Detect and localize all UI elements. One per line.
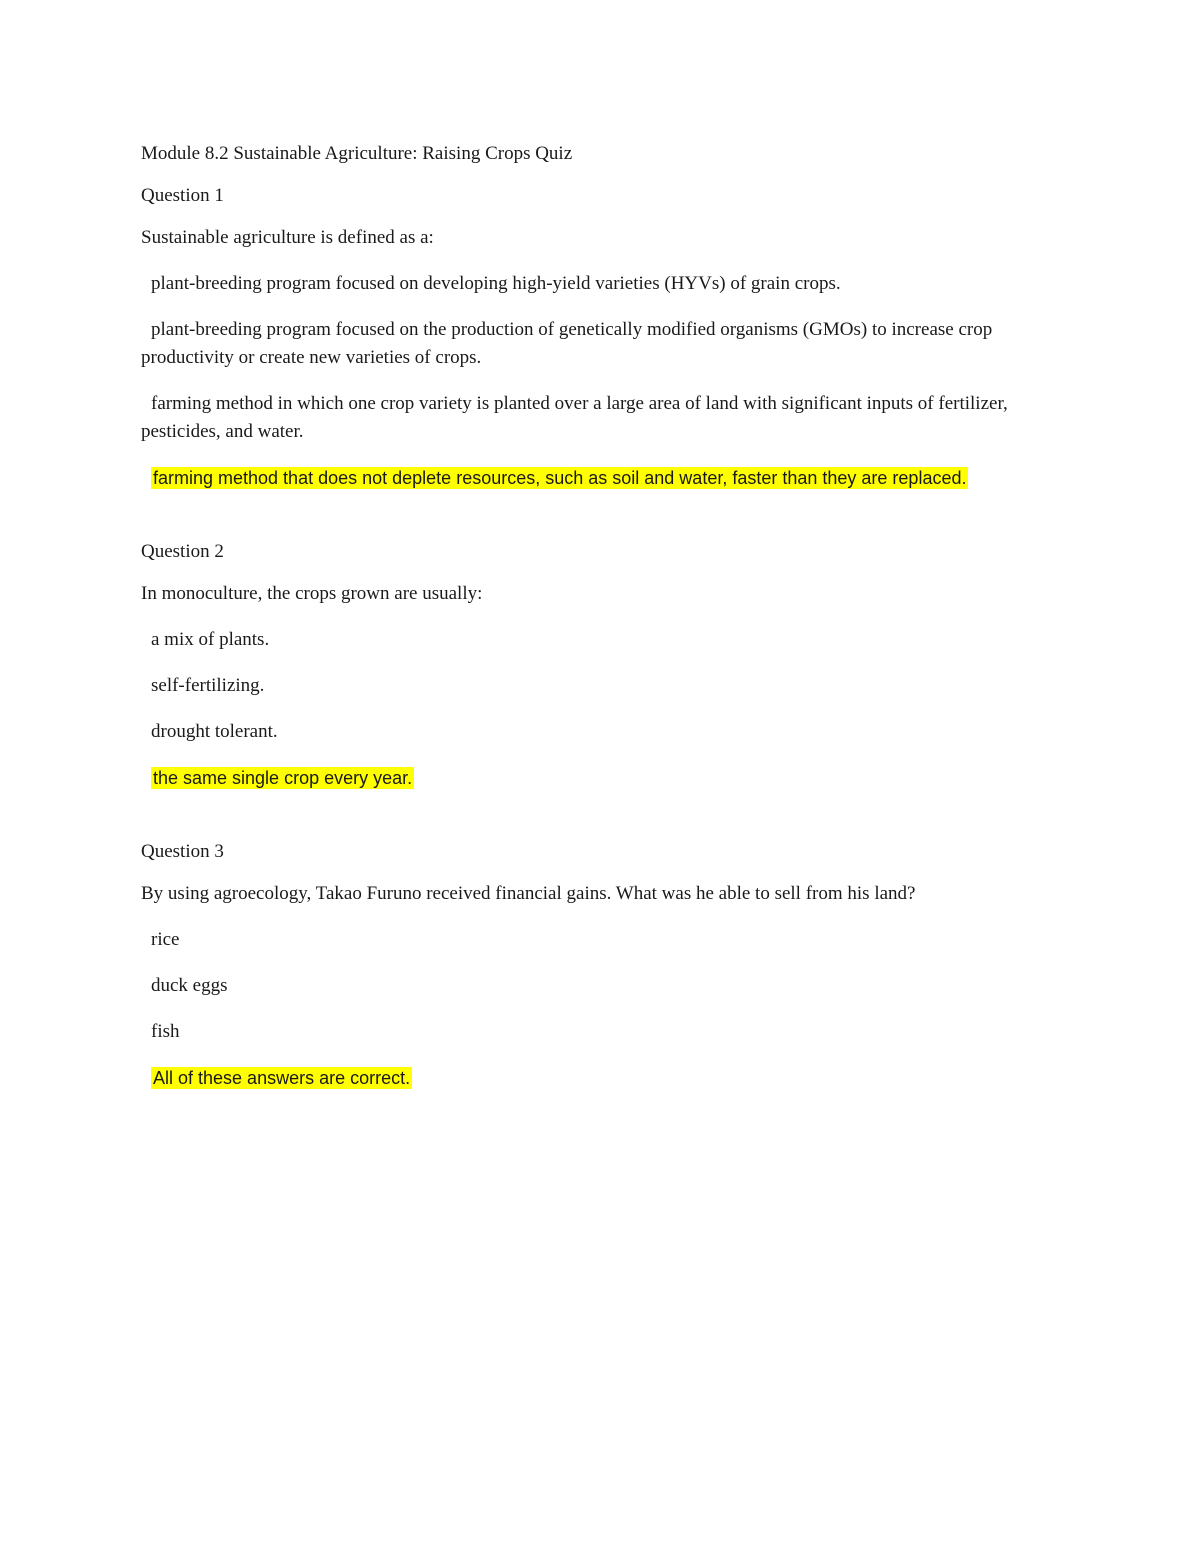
highlight-mark: All of these answers are correct.: [153, 1068, 411, 1088]
answer-option-highlighted: [141, 464, 1061, 492]
question-2: [141, 538, 1061, 792]
question-prompt: In monoculture, the crops grown are usually:: [141, 583, 483, 604]
answer-option: duck eggs: [151, 975, 228, 996]
document-page: [141, 140, 1061, 1138]
question-heading: Question 1: [141, 185, 224, 206]
question-prompt: Sustainable agriculture is defined as a:: [141, 227, 434, 248]
answer-option: plant-breeding program focused on the production of genetically modified organisms (GMOs) to increase crop productivity or create new varieties of crops.: [141, 319, 993, 368]
answer-option: rice: [151, 929, 180, 950]
answer-option: a mix of plants.: [151, 629, 270, 650]
answer-option: drought tolerant.: [151, 721, 278, 742]
question-heading: Question 2: [141, 541, 224, 562]
answer-option-highlighted: [141, 764, 1061, 792]
answer-option: farming method in which one crop variety is planted over a large area of land with significant inputs of fertilizer, pesticides, and water.: [141, 393, 1008, 442]
answer-option: fish: [151, 1021, 180, 1042]
highlight-mark: farming method that does not deplete resources, such as soil and water, faster than they are replaced.: [153, 468, 967, 488]
answer-option: self-fertilizing.: [151, 675, 265, 696]
question-1: [141, 182, 1061, 492]
question-prompt: By using agroecology, Takao Furuno received financial gains. What was he able to sell from his land?: [141, 883, 916, 904]
answer-option: plant-breeding program focused on developing high-yield varieties (HYVs) of grain crops.: [151, 273, 841, 294]
question-3: [141, 838, 1061, 1092]
highlight-mark: the same single crop every year.: [153, 768, 413, 788]
document-title: Module 8.2 Sustainable Agriculture: Raising Crops Quiz: [141, 143, 573, 164]
question-heading: Question 3: [141, 841, 224, 862]
answer-option-highlighted: [141, 1064, 1061, 1092]
